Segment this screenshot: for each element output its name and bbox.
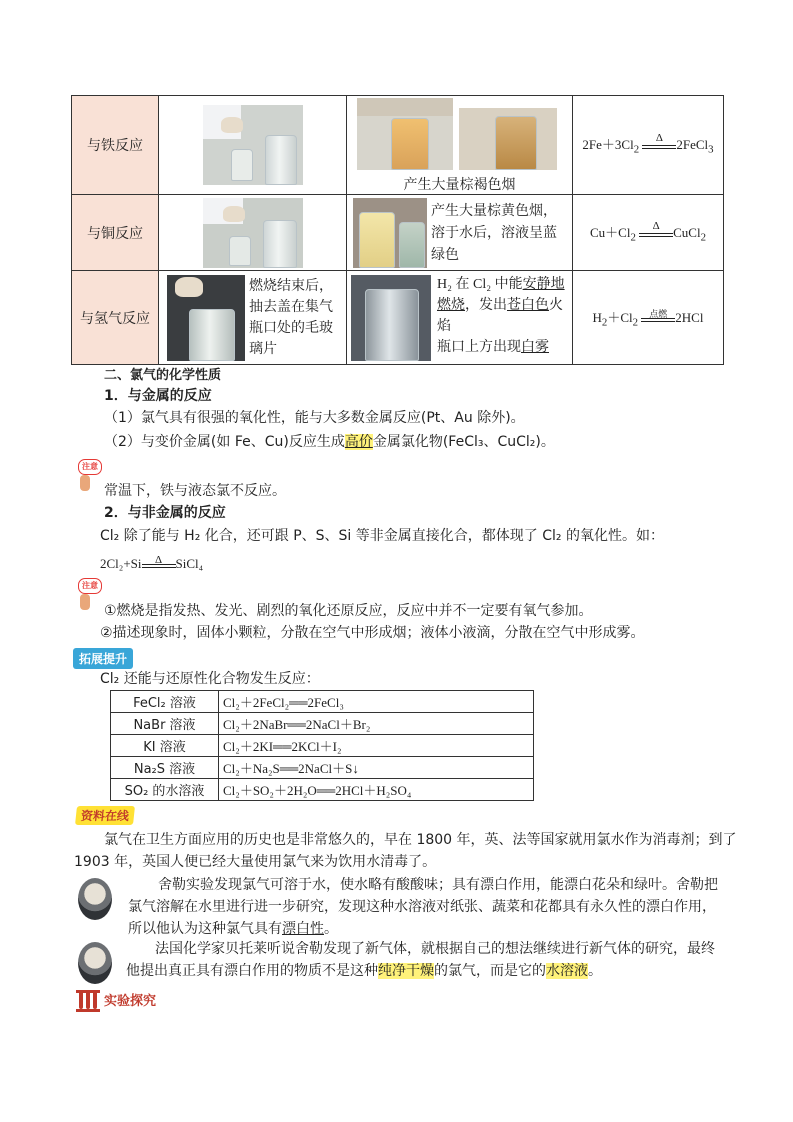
equals-arrow	[642, 132, 676, 149]
table-row	[111, 735, 534, 757]
paragraph: 氯气在卫生方面应用的历史也是非常悠久的，早在 1800 年，英、法等国家就用氯水作为消毒剂；到了	[104, 832, 737, 848]
text: 他提出真正具有漂白作用的物质不是这种	[126, 963, 378, 979]
copper-observation: 产生大量棕黄色烟，溶于水后，溶液呈蓝绿色	[431, 202, 557, 263]
paragraph: 法国化学家贝托莱听说舍勒发现了新气体，就根据自己的想法继续进行新气体的研究，最终	[155, 941, 715, 957]
row-label-hydrogen: 与氢气反应	[72, 271, 159, 365]
online-badge: 资料在线	[75, 806, 135, 825]
note-text: ①燃烧是指发热、发光、剧烈的氧化还原反应，反应中并不一定要有氧气参加。	[104, 603, 593, 619]
obs-text: H₂ 在 Cl₂ 中能	[437, 276, 523, 292]
equals-arrow	[142, 554, 176, 568]
eq-left-sub: 2	[630, 231, 636, 244]
eq-left: ＋Cl	[607, 309, 633, 325]
section-title: 二、氯气的化学性质	[104, 368, 222, 383]
equals-arrow	[639, 219, 673, 237]
paragraph: Cl₂ 还能与还原性化合物发生反应：	[100, 671, 320, 687]
paragraph	[126, 962, 602, 980]
paragraph: Cl₂ 除了能与 H₂ 化合，还可跟 P、S、Si 等非金属直接化合，都体现了 Cl₂ 的氧化性。如：	[100, 528, 664, 544]
text: （2）与变价金属(如 Fe、Cu)反应生成	[104, 434, 345, 450]
equation-cell: Cl₂＋2FeCl₂══2FeCl₃	[219, 691, 534, 713]
solution-cell: KI 溶液	[111, 735, 219, 757]
text: 金属氯化物(FeCl₃、CuCl₂)。	[372, 434, 555, 450]
paragraph	[104, 433, 555, 451]
solution-cell: SO₂ 的水溶液	[111, 779, 219, 801]
observation-cell	[347, 96, 573, 195]
highlighted-text: 水溶液	[546, 963, 588, 979]
paragraph: 1903 年，英国人便已经大量使用氯气来为饮用水清毒了。	[74, 854, 437, 870]
text: 所以他认为这种氯气具有	[128, 921, 282, 937]
iron-observation: 产生大量棕褐色烟	[403, 177, 516, 193]
eq-left-sub: 2	[633, 143, 640, 156]
iron-smoke-photo-2	[459, 108, 557, 170]
eq-right-sub: 2	[700, 231, 707, 244]
equation-cell: Cl₂＋2KI══2KCl＋I₂	[219, 735, 534, 757]
solution-cell: FeCl₂ 溶液	[111, 691, 219, 713]
scheele-portrait	[78, 878, 112, 920]
paragraph	[128, 920, 338, 938]
eq-right: 2FeCl	[676, 137, 709, 153]
note-text: 常温下，铁与液态氯不反应。	[104, 483, 286, 499]
subsection-title: 1．与金属的反应	[104, 388, 212, 404]
obs-underlined: 白雾	[521, 338, 549, 355]
eq-right: SiCl₄	[175, 556, 204, 571]
copper-equation	[573, 195, 724, 271]
test-tube-rack-icon	[76, 990, 100, 1012]
observation-cell	[347, 195, 573, 271]
text: 。	[324, 921, 338, 937]
reductant-table	[110, 690, 534, 801]
table-row	[111, 691, 534, 713]
copper-burning-photo	[203, 198, 303, 268]
highlighted-text: 纯净干燥	[378, 963, 434, 979]
underlined-text: 漂白性	[282, 921, 324, 937]
reaction-condition: Δ	[154, 554, 163, 566]
note-text: ②描述现象时，固体小颗粒，分散在空气中形成烟；液体小液滴，分散在空气中形成雾。	[100, 625, 645, 641]
hydrogen-side-note: 燃烧结束后，抽去盖在集气瓶口处的毛玻璃片	[249, 277, 333, 357]
table-row	[111, 779, 534, 801]
photo-cell	[159, 96, 347, 195]
row-label-copper: 与铜反应	[72, 195, 159, 271]
table-row	[111, 757, 534, 779]
obs-text: ，发出	[465, 296, 507, 313]
eq-left: H	[592, 309, 602, 325]
obs-text: 火焰	[437, 296, 563, 334]
obs-text: 瓶口上方出现	[437, 338, 521, 355]
hydrogen-observation	[437, 272, 569, 358]
highlighted-text: 高价	[344, 434, 373, 450]
eq-right-sub: 3	[708, 143, 714, 156]
equation-cell: Cl₂＋2NaBr══2NaCl＋Br₂	[219, 713, 534, 735]
photo-cell	[159, 271, 347, 365]
note-icon	[76, 578, 100, 612]
paragraph: 舍勒实验发现氯气可溶于水，使水略有酸酸味；具有漂白作用，能漂白花朵和绿叶。舍勒把	[158, 877, 718, 893]
berthollet-portrait	[78, 942, 112, 984]
paragraph: （1）氯气具有很强的氧化性，能与大多数金属反应(Pt、Au 除外)。	[104, 410, 525, 426]
solution-cell: Na₂S 溶液	[111, 757, 219, 779]
copper-smoke-photo	[353, 198, 427, 268]
equation-cell: Cl₂＋SO₂＋2H₂O══2HCl＋H₂SO₄	[219, 779, 534, 801]
reaction-condition: 点燃	[649, 308, 668, 319]
note-label: 注意	[78, 459, 102, 475]
hydrogen-equation	[573, 271, 724, 365]
eq-left: 2Cl₂+Si	[100, 556, 142, 571]
photo-cell	[159, 195, 347, 271]
iron-equation	[573, 96, 724, 195]
text: 。	[588, 963, 602, 979]
obs-underlined: 安静地燃烧	[437, 275, 565, 313]
equation-cell: Cl₂＋Na₂S══2NaCl＋S↓	[219, 757, 534, 779]
text: 的氯气，而是它的	[434, 963, 546, 979]
eq-left: Cu＋Cl	[589, 224, 631, 240]
observation-cell	[347, 271, 573, 365]
eq-left-sub: 2	[601, 316, 608, 329]
row-label-iron: 与铁反应	[72, 96, 159, 195]
eq-left-sub: 2	[632, 316, 639, 329]
reaction-condition: Δ	[652, 219, 660, 232]
iron-smoke-photo-1	[357, 98, 453, 170]
reaction-table	[71, 95, 724, 365]
experiment-title: 实验探究	[104, 994, 157, 1009]
eq-right: CuCl	[673, 224, 701, 240]
reaction-condition: Δ	[655, 132, 663, 145]
table-row	[111, 713, 534, 735]
obs-underlined: 苍白色	[507, 296, 549, 313]
eq-left: 2Fe＋3Cl	[582, 137, 634, 153]
hydrogen-jar-photo	[167, 275, 245, 361]
paragraph: 氯气溶解在水里进行进一步研究，发现这种水溶液对纸张、蔬菜和花都具有永久性的漂白作用，	[128, 899, 716, 915]
solution-cell: NaBr 溶液	[111, 713, 219, 735]
note-label: 注意	[78, 578, 102, 594]
subsection-title: 2．与非金属的反应	[104, 505, 226, 521]
eq-right: 2HCl	[675, 309, 704, 325]
hydrogen-flame-photo	[351, 275, 431, 361]
iron-burning-photo	[203, 105, 303, 185]
extension-badge: 拓展提升	[73, 648, 133, 669]
note-icon	[76, 459, 100, 493]
si-equation	[100, 555, 203, 573]
equals-arrow	[641, 308, 675, 322]
